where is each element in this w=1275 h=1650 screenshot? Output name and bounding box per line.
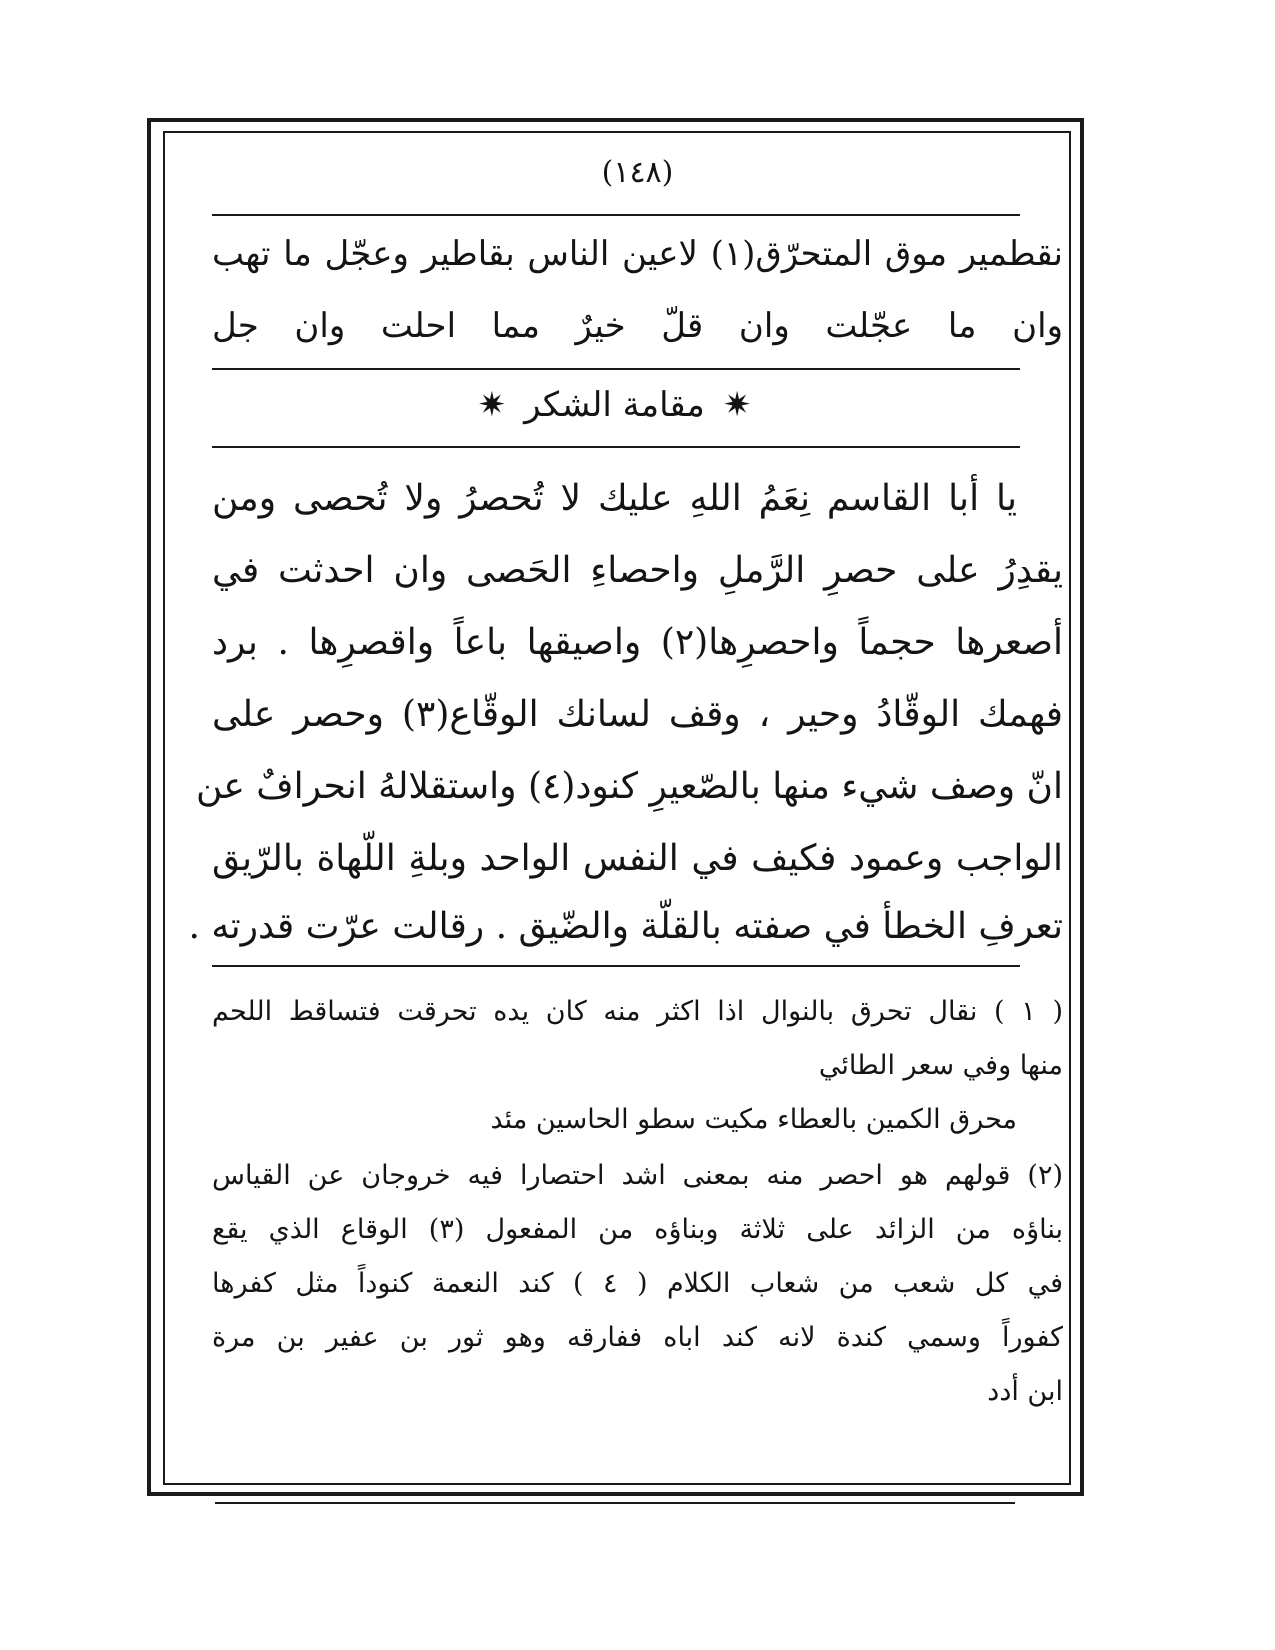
verse-line-2: وان ما عجّلت وان قلّ خيرٌ مما احلت وان جل — [212, 306, 1063, 346]
verse-bottom-rule — [212, 368, 1020, 370]
bottom-frame-rule — [215, 1502, 1015, 1504]
star-ornament-icon: ✷ — [477, 385, 507, 425]
footnote-line-2: منها وفي سعر الطائي — [818, 1050, 1063, 1081]
body-line-3: أصعرها حجماً واحصرِها(٢) واصيقها باعاً واقصرِها . برد — [212, 622, 1064, 663]
footnote-line-3: (٢) قولهم هو احصر منه بمعنى اشد احتصارا فيه خروجان عن القياس — [212, 1160, 1063, 1191]
section-title: مقامة الشكر — [524, 385, 705, 425]
body-line-7: تعرفِ الخطأ في صفته بالقلّة والضّيق . رقالت عرّت قدرته . — [188, 906, 1063, 947]
footnote-line-6: كفوراً وسمي كندة لانه كند اباه ففارقه وهو ثور بن عفير بن مرة — [212, 1322, 1063, 1353]
body-line-2: يقدِرُ على حصرِ الرَّملِ واحصاءِ الحَصى وان احدثت في — [212, 550, 1063, 591]
footnote-line-5: في كل شعب من شعاب الكلام ( ٤ ) كند النعمة كنوداً مثل كفرها — [212, 1268, 1063, 1299]
verse-line-1: نقطمير موق المتحرّق(١) لاعين الناس بقاطير وعجّل ما تهب — [212, 234, 1063, 274]
footnote-line-7: ابن أدد — [987, 1376, 1063, 1407]
section-heading — [212, 380, 1017, 430]
footnote-separator-rule — [212, 965, 1020, 967]
star-ornament-icon: ✷ — [722, 385, 752, 425]
footnote-line-1: ( ١ ) نقال تحرق بالنوال اذا اكثر منه كان يده تحرقت فتساقط اللحم — [212, 996, 1063, 1027]
header-rule — [212, 214, 1020, 216]
title-bottom-rule — [212, 446, 1020, 448]
footnote-verse-line: محرق الكمين بالعطاء مكيت سطو الحاسين مئد — [490, 1104, 1017, 1135]
footnote-line-4: بناؤه من الزائد على ثلاثة وبناؤه من المفعول (٣) الوقاع الذي يقع — [212, 1214, 1063, 1245]
body-line-5: انّ وصف شيء منها بالصّعيرِ كنود(٤) واستقلالهُ انحرافٌ عن — [195, 766, 1063, 807]
body-line-6: الواجب وعمود فكيف في النفس الواحد وبلةِ اللّهاة بالرّيق — [212, 838, 1063, 879]
page-number: (١٤٨) — [601, 155, 674, 190]
body-line-4: فهمك الوقّادُ وحير ، وقف لسانك الوقّاع(٣) وحصر على — [212, 694, 1064, 735]
body-line-1: يا أبا القاسم نِعَمُ اللهِ عليك لا تُحصرُ ولا تُحصى ومن — [212, 478, 1017, 519]
